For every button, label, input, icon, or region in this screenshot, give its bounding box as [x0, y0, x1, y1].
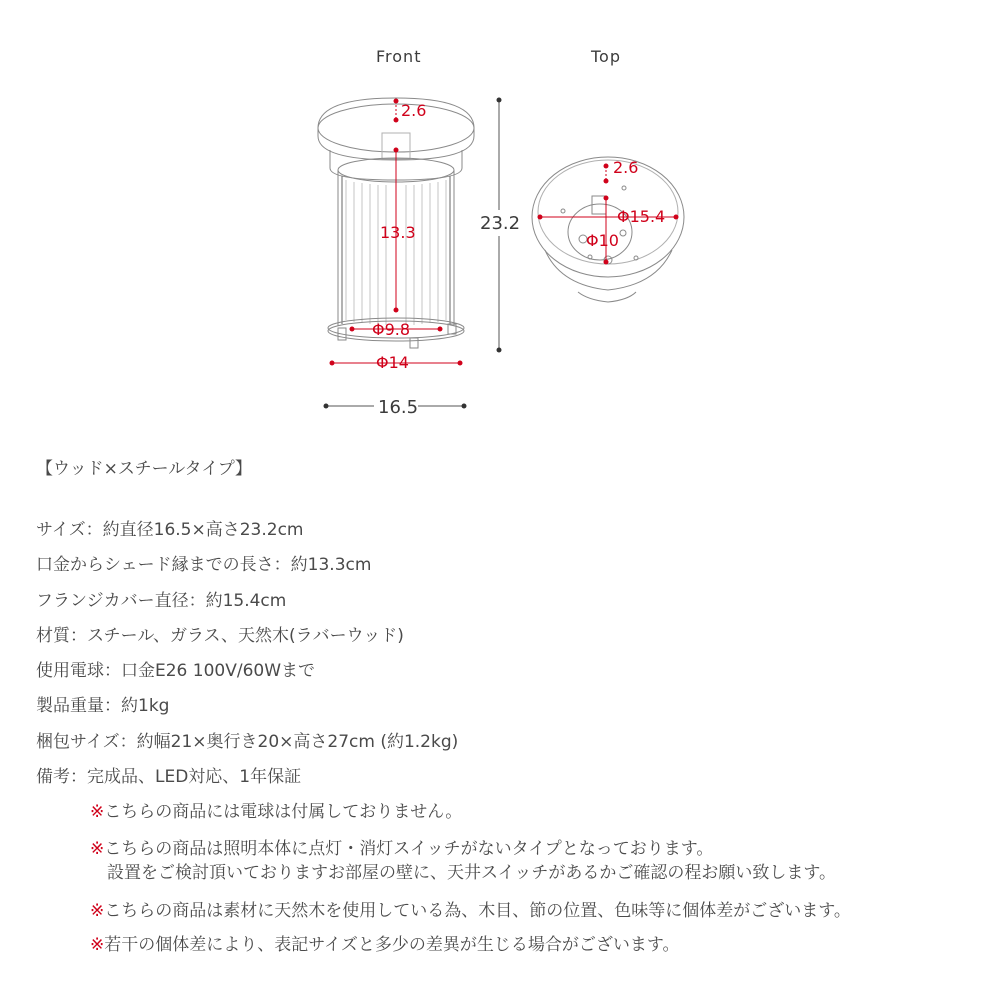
spec-weight: 製品重量：約1kg — [36, 696, 170, 716]
section-title: 【ウッド×スチールタイプ】 — [36, 459, 252, 479]
note-text: こちらの商品は照明本体に点灯・消灯スイッチがないタイプとなっております。 — [104, 839, 714, 859]
spec-material: 材質：スチール、ガラス、天然木(ラバーウッド) — [36, 626, 404, 646]
front-top-thickness-label: 2.6 — [401, 101, 427, 120]
top-inner-diameter-label: Φ10 — [586, 231, 619, 250]
dimension-diagram — [0, 0, 1000, 440]
spec-size: サイズ：約直径16.5×高さ23.2cm — [36, 520, 304, 540]
note-wood — [90, 896, 851, 921]
top-view-lamp-drawing — [532, 157, 684, 302]
front-total-height-label: 23.2 — [480, 213, 521, 234]
front-shade-length-label: 13.3 — [380, 223, 416, 242]
front-ring-diameter-label: Φ14 — [376, 353, 409, 372]
top-view-label: Top — [591, 47, 621, 66]
spec-length: 口金からシェード縁までの長さ：約13.3cm — [36, 555, 372, 575]
top-flange-diameter-label: Φ15.4 — [617, 207, 666, 226]
note-switch-line2: 設置をご検討頂いておりますお部屋の壁に、天井スイッチがあるかご確認の程お願い致します。 — [107, 863, 836, 883]
front-inner-diameter-label: Φ9.8 — [372, 320, 411, 339]
front-width-label: 16.5 — [378, 397, 419, 418]
note-mark: ※ — [90, 839, 105, 859]
note-switch — [90, 834, 713, 859]
front-view-label: Front — [376, 47, 422, 66]
note-bulb — [90, 797, 462, 822]
top-thickness-label: 2.6 — [613, 158, 639, 177]
note-variance — [90, 930, 680, 955]
note-mark: ※ — [90, 901, 105, 921]
note-mark: ※ — [90, 802, 105, 822]
spec-bulb: 使用電球：口金E26 100V/60Wまで — [36, 661, 316, 681]
note-text: 若干の個体差により、表記サイズと多少の差異が生じる場合がございます。 — [104, 935, 680, 955]
spec-package: 梱包サイズ：約幅21×奥行き20×高さ27cm (約1.2kg) — [36, 732, 459, 752]
spec-remarks: 備考：完成品、LED対応、1年保証 — [36, 767, 302, 787]
note-text: こちらの商品は素材に天然木を使用している為、木目、節の位置、色味等に個体差がございます。 — [104, 901, 851, 921]
note-mark: ※ — [90, 935, 105, 955]
spec-flange: フランジカバー直径：約15.4cm — [36, 591, 287, 611]
note-text: こちらの商品には電球は付属しておりません。 — [104, 802, 463, 822]
